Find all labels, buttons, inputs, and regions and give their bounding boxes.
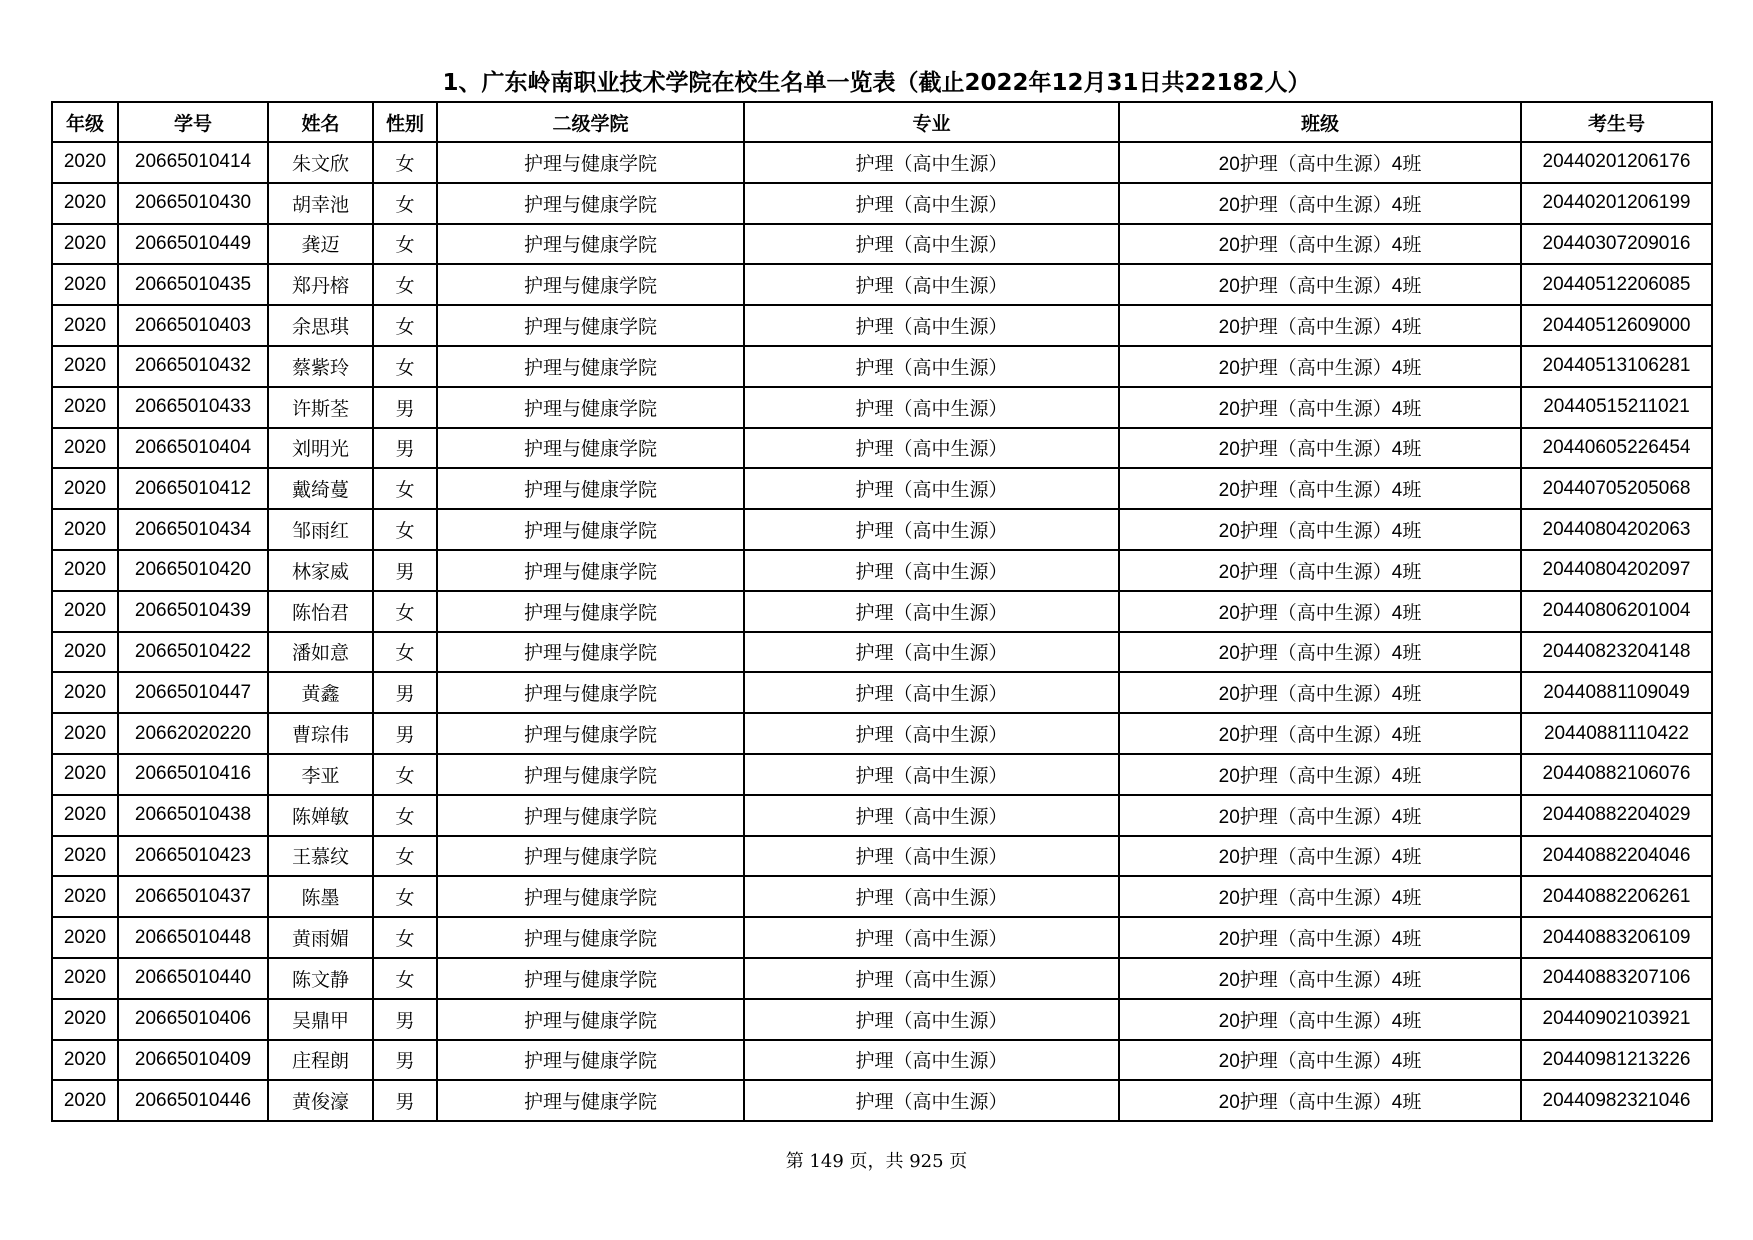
cell-grade: 2020 — [52, 509, 118, 550]
cell-name: 潘如意 — [268, 632, 373, 673]
cell-major: 护理（高中生源） — [744, 836, 1119, 877]
cell-class: 20护理（高中生源）4班 — [1119, 387, 1521, 428]
table-body — [52, 142, 1712, 1121]
cell-class: 20护理（高中生源）4班 — [1119, 264, 1521, 305]
cell-exam-id: 20440804202097 — [1521, 550, 1712, 591]
cell-class: 20护理（高中生源）4班 — [1119, 1040, 1521, 1081]
cell-gender: 女 — [373, 142, 437, 183]
cell-class: 20护理（高中生源）4班 — [1119, 917, 1521, 958]
cell-student-id: 20665010430 — [118, 183, 268, 224]
cell-student-id: 20665010409 — [118, 1040, 268, 1081]
table-row — [52, 346, 1712, 387]
cell-major: 护理（高中生源） — [744, 1080, 1119, 1121]
column-header-student-id: 学号 — [118, 102, 268, 142]
cell-major: 护理（高中生源） — [744, 142, 1119, 183]
cell-name: 余思琪 — [268, 305, 373, 346]
table-row — [52, 999, 1712, 1040]
cell-grade: 2020 — [52, 1040, 118, 1081]
cell-name: 庄程朗 — [268, 1040, 373, 1081]
column-header-major: 专业 — [744, 102, 1119, 142]
cell-major: 护理（高中生源） — [744, 305, 1119, 346]
cell-student-id: 20665010404 — [118, 428, 268, 469]
cell-class: 20护理（高中生源）4班 — [1119, 509, 1521, 550]
cell-college: 护理与健康学院 — [437, 346, 744, 387]
cell-exam-id: 20440605226454 — [1521, 428, 1712, 469]
cell-student-id: 20665010449 — [118, 224, 268, 265]
cell-gender: 女 — [373, 591, 437, 632]
cell-gender: 女 — [373, 917, 437, 958]
cell-student-id: 20665010448 — [118, 917, 268, 958]
cell-name: 刘明光 — [268, 428, 373, 469]
cell-name: 邹雨红 — [268, 509, 373, 550]
cell-major: 护理（高中生源） — [744, 795, 1119, 836]
cell-college: 护理与健康学院 — [437, 1040, 744, 1081]
cell-grade: 2020 — [52, 264, 118, 305]
cell-college: 护理与健康学院 — [437, 428, 744, 469]
cell-grade: 2020 — [52, 1080, 118, 1121]
cell-grade: 2020 — [52, 876, 118, 917]
cell-college: 护理与健康学院 — [437, 632, 744, 673]
cell-class: 20护理（高中生源）4班 — [1119, 550, 1521, 591]
student-roster-table — [51, 101, 1713, 1122]
cell-exam-id: 20440882204046 — [1521, 836, 1712, 877]
cell-college: 护理与健康学院 — [437, 795, 744, 836]
cell-name: 郑丹榕 — [268, 264, 373, 305]
cell-gender: 男 — [373, 1080, 437, 1121]
cell-gender: 女 — [373, 836, 437, 877]
cell-gender: 男 — [373, 999, 437, 1040]
cell-grade: 2020 — [52, 591, 118, 632]
cell-exam-id: 20440512609000 — [1521, 305, 1712, 346]
cell-major: 护理（高中生源） — [744, 1040, 1119, 1081]
table-row — [52, 713, 1712, 754]
cell-class: 20护理（高中生源）4班 — [1119, 632, 1521, 673]
cell-class: 20护理（高中生源）4班 — [1119, 346, 1521, 387]
cell-major: 护理（高中生源） — [744, 346, 1119, 387]
cell-exam-id: 20440804202063 — [1521, 509, 1712, 550]
cell-class: 20护理（高中生源）4班 — [1119, 305, 1521, 346]
cell-college: 护理与健康学院 — [437, 509, 744, 550]
cell-grade: 2020 — [52, 672, 118, 713]
cell-major: 护理（高中生源） — [744, 183, 1119, 224]
cell-name: 曹琮伟 — [268, 713, 373, 754]
cell-college: 护理与健康学院 — [437, 305, 744, 346]
cell-class: 20护理（高中生源）4班 — [1119, 142, 1521, 183]
cell-name: 陈婵敏 — [268, 795, 373, 836]
cell-class: 20护理（高中生源）4班 — [1119, 591, 1521, 632]
cell-gender: 女 — [373, 876, 437, 917]
cell-grade: 2020 — [52, 142, 118, 183]
cell-college: 护理与健康学院 — [437, 224, 744, 265]
cell-college: 护理与健康学院 — [437, 591, 744, 632]
cell-major: 护理（高中生源） — [744, 672, 1119, 713]
cell-grade: 2020 — [52, 183, 118, 224]
cell-college: 护理与健康学院 — [437, 387, 744, 428]
cell-grade: 2020 — [52, 754, 118, 795]
cell-exam-id: 20440307209016 — [1521, 224, 1712, 265]
column-header-class: 班级 — [1119, 102, 1521, 142]
cell-major: 护理（高中生源） — [744, 754, 1119, 795]
cell-exam-id: 20440881109049 — [1521, 672, 1712, 713]
cell-class: 20护理（高中生源）4班 — [1119, 713, 1521, 754]
cell-college: 护理与健康学院 — [437, 550, 744, 591]
cell-gender: 女 — [373, 509, 437, 550]
cell-grade: 2020 — [52, 346, 118, 387]
cell-gender: 女 — [373, 795, 437, 836]
cell-exam-id: 20440982321046 — [1521, 1080, 1712, 1121]
cell-class: 20护理（高中生源）4班 — [1119, 836, 1521, 877]
cell-grade: 2020 — [52, 836, 118, 877]
cell-major: 护理（高中生源） — [744, 713, 1119, 754]
cell-major: 护理（高中生源） — [744, 999, 1119, 1040]
cell-student-id: 20665010433 — [118, 387, 268, 428]
table-row — [52, 1040, 1712, 1081]
table-row — [52, 754, 1712, 795]
cell-exam-id: 20440902103921 — [1521, 999, 1712, 1040]
cell-student-id: 20665010432 — [118, 346, 268, 387]
cell-student-id: 20665010422 — [118, 632, 268, 673]
cell-college: 护理与健康学院 — [437, 1080, 744, 1121]
cell-class: 20护理（高中生源）4班 — [1119, 468, 1521, 509]
cell-college: 护理与健康学院 — [437, 142, 744, 183]
cell-gender: 男 — [373, 672, 437, 713]
cell-gender: 女 — [373, 468, 437, 509]
cell-name: 龚迈 — [268, 224, 373, 265]
cell-student-id: 20665010412 — [118, 468, 268, 509]
cell-name: 胡幸池 — [268, 183, 373, 224]
cell-major: 护理（高中生源） — [744, 509, 1119, 550]
cell-name: 戴绮蔓 — [268, 468, 373, 509]
cell-name: 吴鼎甲 — [268, 999, 373, 1040]
table-row — [52, 591, 1712, 632]
cell-exam-id: 20440512206085 — [1521, 264, 1712, 305]
page-footer: 第 149 页，共 925 页 — [785, 1151, 968, 1172]
cell-exam-id: 20440883207106 — [1521, 958, 1712, 999]
cell-gender: 男 — [373, 428, 437, 469]
cell-gender: 女 — [373, 183, 437, 224]
column-header-name: 姓名 — [268, 102, 373, 142]
table-row — [52, 387, 1712, 428]
cell-college: 护理与健康学院 — [437, 836, 744, 877]
cell-exam-id: 20440882204029 — [1521, 795, 1712, 836]
cell-grade: 2020 — [52, 999, 118, 1040]
cell-grade: 2020 — [52, 917, 118, 958]
cell-gender: 女 — [373, 305, 437, 346]
table-header-row — [52, 102, 1712, 142]
cell-grade: 2020 — [52, 795, 118, 836]
cell-student-id: 20665010439 — [118, 591, 268, 632]
cell-gender: 男 — [373, 713, 437, 754]
cell-major: 护理（高中生源） — [744, 387, 1119, 428]
cell-major: 护理（高中生源） — [744, 958, 1119, 999]
cell-class: 20护理（高中生源）4班 — [1119, 1080, 1521, 1121]
table-row — [52, 142, 1712, 183]
cell-student-id: 20665010440 — [118, 958, 268, 999]
cell-grade: 2020 — [52, 428, 118, 469]
cell-gender: 女 — [373, 632, 437, 673]
cell-college: 护理与健康学院 — [437, 672, 744, 713]
cell-name: 黄雨媚 — [268, 917, 373, 958]
cell-gender: 女 — [373, 958, 437, 999]
cell-name: 林家威 — [268, 550, 373, 591]
cell-gender: 女 — [373, 754, 437, 795]
cell-class: 20护理（高中生源）4班 — [1119, 672, 1521, 713]
cell-name: 朱文欣 — [268, 142, 373, 183]
cell-exam-id: 20440201206199 — [1521, 183, 1712, 224]
table-row — [52, 795, 1712, 836]
table-row — [52, 305, 1712, 346]
cell-gender: 男 — [373, 550, 437, 591]
table-row — [52, 224, 1712, 265]
table-row — [52, 468, 1712, 509]
table-row — [52, 428, 1712, 469]
cell-exam-id: 20440806201004 — [1521, 591, 1712, 632]
cell-student-id: 20662020220 — [118, 713, 268, 754]
cell-grade: 2020 — [52, 305, 118, 346]
cell-name: 陈文静 — [268, 958, 373, 999]
table-row — [52, 632, 1712, 673]
table-row — [52, 917, 1712, 958]
cell-student-id: 20665010437 — [118, 876, 268, 917]
cell-grade: 2020 — [52, 958, 118, 999]
cell-student-id: 20665010438 — [118, 795, 268, 836]
cell-exam-id: 20440881110422 — [1521, 713, 1712, 754]
cell-class: 20护理（高中生源）4班 — [1119, 795, 1521, 836]
cell-gender: 男 — [373, 1040, 437, 1081]
table-row — [52, 876, 1712, 917]
cell-grade: 2020 — [52, 632, 118, 673]
cell-student-id: 20665010403 — [118, 305, 268, 346]
cell-student-id: 20665010434 — [118, 509, 268, 550]
cell-exam-id: 20440515211021 — [1521, 387, 1712, 428]
cell-college: 护理与健康学院 — [437, 713, 744, 754]
cell-name: 陈怡君 — [268, 591, 373, 632]
cell-student-id: 20665010423 — [118, 836, 268, 877]
cell-name: 黄鑫 — [268, 672, 373, 713]
cell-major: 护理（高中生源） — [744, 591, 1119, 632]
cell-major: 护理（高中生源） — [744, 632, 1119, 673]
table-row — [52, 183, 1712, 224]
column-header-gender: 性别 — [373, 102, 437, 142]
table-row — [52, 1080, 1712, 1121]
cell-name: 蔡紫玲 — [268, 346, 373, 387]
cell-grade: 2020 — [52, 224, 118, 265]
cell-major: 护理（高中生源） — [744, 428, 1119, 469]
cell-class: 20护理（高中生源）4班 — [1119, 876, 1521, 917]
cell-major: 护理（高中生源） — [744, 876, 1119, 917]
table-row — [52, 264, 1712, 305]
cell-name: 许斯荃 — [268, 387, 373, 428]
cell-exam-id: 20440513106281 — [1521, 346, 1712, 387]
cell-college: 护理与健康学院 — [437, 958, 744, 999]
cell-college: 护理与健康学院 — [437, 754, 744, 795]
column-header-exam-id: 考生号 — [1521, 102, 1712, 142]
table-row — [52, 836, 1712, 877]
table-row — [52, 672, 1712, 713]
cell-grade: 2020 — [52, 387, 118, 428]
column-header-college: 二级学院 — [437, 102, 744, 142]
column-header-grade: 年级 — [52, 102, 118, 142]
cell-major: 护理（高中生源） — [744, 224, 1119, 265]
cell-exam-id: 20440883206109 — [1521, 917, 1712, 958]
cell-college: 护理与健康学院 — [437, 183, 744, 224]
cell-exam-id: 20440201206176 — [1521, 142, 1712, 183]
cell-gender: 女 — [373, 224, 437, 265]
cell-name: 李亚 — [268, 754, 373, 795]
cell-college: 护理与健康学院 — [437, 917, 744, 958]
cell-class: 20护理（高中生源）4班 — [1119, 958, 1521, 999]
cell-student-id: 20665010446 — [118, 1080, 268, 1121]
cell-major: 护理（高中生源） — [744, 550, 1119, 591]
cell-gender: 女 — [373, 264, 437, 305]
cell-major: 护理（高中生源） — [744, 468, 1119, 509]
cell-major: 护理（高中生源） — [744, 264, 1119, 305]
cell-gender: 男 — [373, 387, 437, 428]
cell-exam-id: 20440882106076 — [1521, 754, 1712, 795]
cell-student-id: 20665010447 — [118, 672, 268, 713]
cell-class: 20护理（高中生源）4班 — [1119, 183, 1521, 224]
cell-student-id: 20665010420 — [118, 550, 268, 591]
cell-name: 黄俊濠 — [268, 1080, 373, 1121]
cell-student-id: 20665010435 — [118, 264, 268, 305]
cell-name: 陈墨 — [268, 876, 373, 917]
document-title: 1、广东岭南职业技术学院在校生名单一览表（截止2022年12月31日共22182人） — [442, 70, 1311, 96]
cell-college: 护理与健康学院 — [437, 999, 744, 1040]
cell-major: 护理（高中生源） — [744, 917, 1119, 958]
cell-gender: 女 — [373, 346, 437, 387]
cell-student-id: 20665010406 — [118, 999, 268, 1040]
cell-class: 20护理（高中生源）4班 — [1119, 754, 1521, 795]
cell-student-id: 20665010416 — [118, 754, 268, 795]
table-row — [52, 958, 1712, 999]
cell-exam-id: 20440981213226 — [1521, 1040, 1712, 1081]
cell-class: 20护理（高中生源）4班 — [1119, 428, 1521, 469]
cell-grade: 2020 — [52, 550, 118, 591]
cell-name: 王慕纹 — [268, 836, 373, 877]
cell-exam-id: 20440882206261 — [1521, 876, 1712, 917]
cell-exam-id: 20440705205068 — [1521, 468, 1712, 509]
cell-exam-id: 20440823204148 — [1521, 632, 1712, 673]
table-row — [52, 509, 1712, 550]
table-row — [52, 550, 1712, 591]
cell-grade: 2020 — [52, 713, 118, 754]
cell-grade: 2020 — [52, 468, 118, 509]
cell-class: 20护理（高中生源）4班 — [1119, 224, 1521, 265]
cell-college: 护理与健康学院 — [437, 876, 744, 917]
cell-class: 20护理（高中生源）4班 — [1119, 999, 1521, 1040]
cell-college: 护理与健康学院 — [437, 468, 744, 509]
cell-student-id: 20665010414 — [118, 142, 268, 183]
cell-college: 护理与健康学院 — [437, 264, 744, 305]
